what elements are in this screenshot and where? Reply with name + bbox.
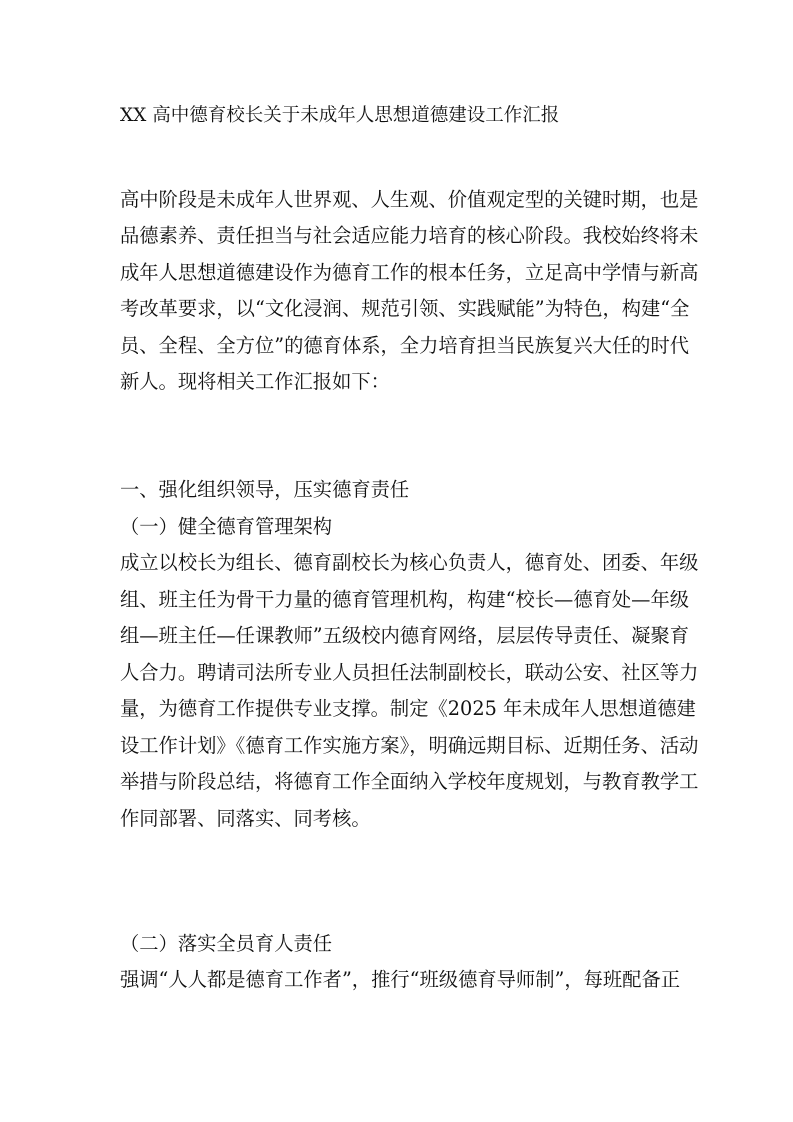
subsection-heading: （一）健全德育管理架构 [120, 515, 333, 538]
paragraph-line: 强调“人人都是德育工作者”，推行“班级德育导师制”，每班配备正 [120, 968, 681, 991]
paragraph-line: 作同部署、同落实、同考核。 [120, 807, 371, 830]
paragraph-line: 考改革要求，以“文化浸润、规范引领、实践赋能”为特色，构建“全 [120, 297, 690, 320]
paragraph-line: 品德素养、责任担当与社会适应能力培育的核心阶段。我校始终将未 [120, 224, 699, 247]
paragraph-line: 举措与阶段总结，将德育工作全面纳入学校年度规划，与教育教学工 [120, 770, 699, 793]
paragraph-line: 新人。现将相关工作汇报如下： [120, 370, 390, 393]
paragraph-line: 成年人思想道德建设作为德育工作的根本任务，立足高中学情与新高 [120, 261, 699, 284]
paragraph-line: 高中阶段是未成年人世界观、人生观、价值观定型的关键时期，也是 [120, 188, 699, 211]
paragraph-line: 设工作计划》《德育工作实施方案》，明确远期目标、近期任务、活动 [120, 734, 699, 757]
paragraph-line: 人合力。聘请司法所专业人员担任法制副校长，联动公安、社区等力 [120, 661, 699, 684]
paragraph-line: 组—班主任—任课教师”五级校内德育网络，层层传导责任、凝聚育 [120, 624, 690, 647]
paragraph-line: 员、全程、全方位”的德育体系，全力培育担当民族复兴大任的时代 [120, 334, 690, 357]
paragraph-line: 组、班主任为骨干力量的德育管理机构，构建“校长—德育处—年级 [120, 588, 690, 611]
paragraph-line: 成立以校长为组长、德育副校长为核心负责人，德育处、团委、年级 [120, 551, 699, 574]
subsection-heading: （二）落实全员育人责任 [120, 932, 333, 955]
section-heading: 一、强化组织领导，压实德育责任 [120, 478, 410, 501]
paragraph-line: 量，为德育工作提供专业支撑。制定《2025 年未成年人思想道德建 [120, 697, 696, 720]
document-title: XX 高中德育校长关于未成年人思想道德建设工作汇报 [120, 105, 560, 126]
